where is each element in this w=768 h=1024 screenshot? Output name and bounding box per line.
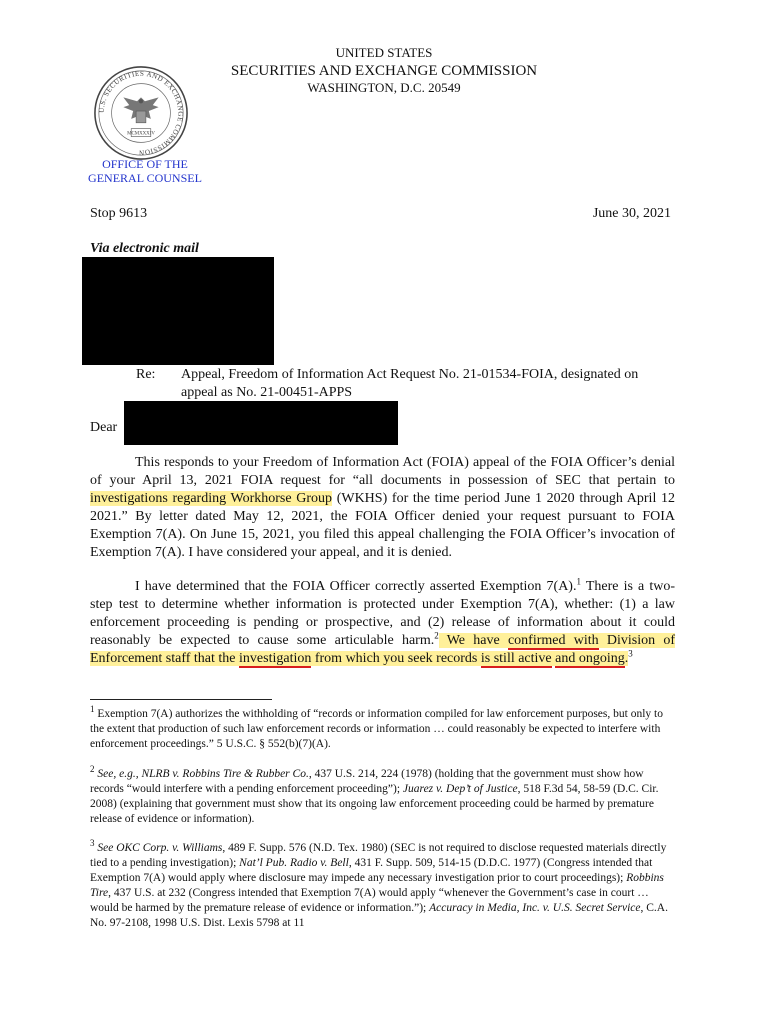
seal-outer-text: U.S. SECURITIES AND EXCHANGE COMMISSION [97, 69, 185, 157]
office-line-1: OFFICE OF THE [102, 157, 188, 171]
delivery-method: Via electronic mail [90, 241, 199, 256]
agency-address: WASHINGTON, D.C. 20549 [307, 80, 461, 95]
re-subject: Appeal, Freedom of Information Act Request No. 21-01534-FOIA, designated on appeal as No. 21-00451-APPS [181, 367, 639, 400]
footnote-3: $^3$ See OKC Corp. v. Williams, 489 F. Supp. 576 (N.D. Tex. 1980) (SEC is not required to disclose requested materials directly tied to a pending investigation); Nat’l Pub. Radio v. Bell, 431 F. Supp. 509, 514-15 (D.D.C. 1977) (Congress intended that Exemption 7(A) would apply where disclosure may impede any necessary investigation prior to court proceedings); Robbins Tire, 437 U.S. at 232 (Congress intended that Exemption 7(A) would apply “whenever the Government’s case in court … would be harmed by the premature release of evidence or information.”); Accuracy in Media, Inc. v. U.S. Secret Service, C.A. No. 97-2108, 1998 U.S. Dist. Lexis 5798 at 11 [90, 838, 668, 929]
footnote-ref-1[interactable]: 1 [576, 576, 581, 587]
seal-year: MCMXXXIV [127, 131, 155, 137]
footnote-1: $^1$ Exemption 7(A) authorizes the withholding of “records or information compiled for law enforcement purposes, but only to the extent that production of such law enforcement records or information … could reasonably be expected to interfere with enforcement proceedings.” 5 U.S.C. § 552(b)(7)(A). [90, 704, 663, 750]
office-line-2: GENERAL COUNSEL [88, 171, 202, 185]
highlight-confirmation: We have confirmed with Division of Enforcement staff that the investigation from which you seek records is still active and ongoing. [90, 633, 676, 666]
mail-stop: Stop 9613 [90, 206, 148, 221]
redacted-name [124, 401, 398, 445]
sec-seal-icon [92, 64, 190, 162]
highlight-workhorse: investigations regarding Workhorse Group [90, 491, 333, 506]
letter-date: June 30, 2021 [592, 206, 671, 221]
redacted-address [82, 257, 274, 365]
footnote-ref-3[interactable]: 3 [628, 648, 633, 659]
footnote-2: $^2$ See, e.g., NLRB v. Robbins Tire & Rubber Co., 437 U.S. 214, 224 (1978) (holding that the government must show how records “would interfere with a pending enforcement proceeding”); Juarez v. Dep’t of Justice, 518 F.3d 54, 58-59 (D.C. Cir. 2008) (explaining that government must show that its ongoing law enforcement proceeding could be harmed by premature release of evidence or information). [90, 764, 659, 825]
agency-country: UNITED STATES [335, 45, 433, 60]
paragraph-appeal-summary: This responds to your Freedom of Information Act (FOIA) appeal of the FOIA Officer’s denial of your April 13, 2021 FOIA request for “all documents in possession of SEC that pertain to investigations regarding Workhorse Group (WKHS) for the time period June 1 2020 through April 12 2021.” By letter dated May 12, 2021, the FOIA Officer denied your request pursuant to FOIA Exemption 7(A). On June 15, 2021, you filed this appeal challenging the FOIA Officer’s invocation of Exemption 7(A). I have considered your appeal, and it is denied. [90, 455, 675, 560]
footnote-divider [90, 699, 272, 700]
paragraph-determination: I have determined that the FOIA Officer correctly asserted Exemption 7(A).$^1$ There is a two-step test to determine whether information is protected under Exemption 7(A), whether: (1) a law enforcement proceeding is pending or prospective, and (2) release of information about it could reasonably be expected to cause some articulable harm.$^2$ We have confirmed with Division of Enforcement staff that the investigation from which you seek records is still active and ongoing.$^3$ [90, 576, 676, 666]
agency-name: SECURITIES AND EXCHANGE COMMISSION [230, 63, 538, 79]
re-label: Re: [136, 367, 156, 382]
footnote-ref-2[interactable]: 2 [434, 630, 439, 641]
salutation: Dear [90, 420, 118, 435]
